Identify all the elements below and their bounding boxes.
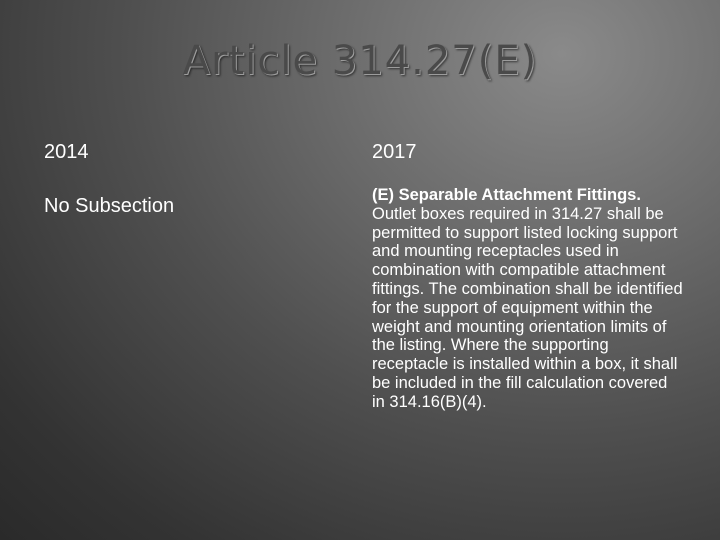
left-column-text: No Subsection [44, 195, 175, 217]
slide-title: Article 314.27(E) [182, 38, 538, 84]
right-year-heading: 2017 [372, 141, 417, 163]
left-year-heading: 2014 [44, 141, 89, 163]
right-column-text [372, 186, 684, 412]
subsection-body: Outlet boxes required in 314.27 shall be permitted to support listed locking support and mounting receptacles used in combination with compatible attachment fittings. The combination shall be identified for the support of equipment within the weight and mounting orientation limits of the listing. Where the supporting receptacle is installed within a box, it shall be included in the fill calculation covered in 314.16(B)(4). [372, 204, 683, 411]
subsection-heading: (E) Separable Attachment Fittings. [372, 186, 641, 204]
